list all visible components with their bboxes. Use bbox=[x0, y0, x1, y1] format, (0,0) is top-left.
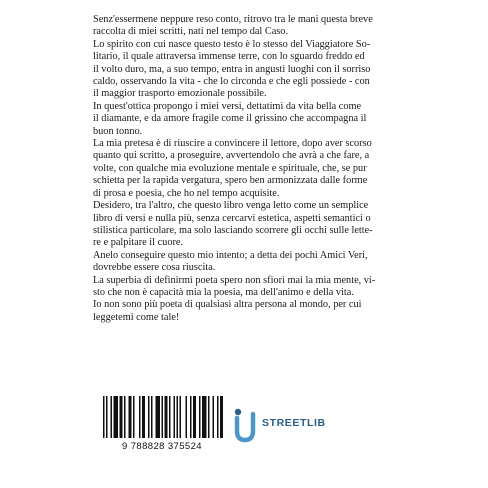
isbn-number: 9 788828 375524 bbox=[122, 441, 202, 452]
text-line: il volto duro, ma, a suo tempo, entra in angusti luoghi con il sorriso bbox=[93, 63, 371, 75]
barcode-bar bbox=[202, 396, 207, 438]
barcode-bar bbox=[142, 396, 145, 438]
text-line: La superbia di definirmi poeta spero non sfiori mai la mia mente, vi- bbox=[93, 274, 376, 286]
barcode-bar bbox=[133, 396, 135, 438]
barcode-bar bbox=[151, 396, 153, 438]
barcode-bar bbox=[220, 396, 223, 438]
text-line: re e palpitare il cuore. bbox=[93, 237, 184, 249]
text-line: litario, il quale attraversa immense terre, con lo sguardo freddo ed bbox=[93, 51, 365, 63]
text-line: il diamante, e da amore fragile come il grissino che accompagna il bbox=[93, 113, 367, 125]
text-line: quanto qui scritto, a proseguire, avvertendolo che avrà a che fare, a bbox=[93, 150, 370, 162]
text-line: Anelo conseguire questo mio intento; a detta dei pochi Amici Veri, bbox=[93, 249, 368, 261]
text-line: di prosa e poesia, che ho nel tempo acquisite. bbox=[93, 187, 280, 199]
text-line: buon tonno. bbox=[93, 125, 143, 137]
barcode-bar bbox=[111, 396, 113, 438]
barcode-bar bbox=[165, 396, 168, 438]
barcode-bar bbox=[156, 396, 161, 438]
barcode-bar bbox=[186, 396, 188, 438]
barcode-bar bbox=[190, 396, 192, 438]
text-line: Senz'essermene neppure reso conto, ritrovo tra le mani questa breve bbox=[93, 14, 373, 25]
barcode-bar bbox=[199, 396, 201, 438]
barcode-bar bbox=[106, 396, 108, 438]
text-line: In quest'ottica propongo i miei versi, dettatimi da vita bella come bbox=[93, 100, 362, 112]
text-line: raccolta di miei scritti, nati nel tempo dal Caso. bbox=[93, 26, 289, 38]
text-line: La mia pretesa è di riuscire a convincere il lettore, dopo aver scorso bbox=[93, 138, 372, 150]
publisher-name: STREETLIB bbox=[262, 417, 326, 429]
text-line: volte, con qualche mia evoluzione mentale e spirituale, che, se pur bbox=[93, 162, 367, 174]
barcode-bar bbox=[180, 396, 182, 438]
text-line: schietta per la rapida vergatura, spero ben armonizzata dalle forme bbox=[93, 175, 368, 187]
barcode-bars bbox=[93, 394, 231, 440]
barcode-bar bbox=[162, 396, 164, 438]
barcode-bar bbox=[148, 396, 150, 438]
isbn-barcode bbox=[93, 394, 231, 452]
text-line: Lo spirito con cui nasce questo testo è lo stesso del Viaggiatore So- bbox=[93, 38, 371, 50]
text-line: dovrebbe essere cosa riuscita. bbox=[93, 262, 216, 274]
text-line: leggetemi come tale! bbox=[93, 311, 180, 323]
barcode-bar bbox=[174, 396, 176, 438]
barcode-bar bbox=[217, 396, 219, 438]
barcode-bar bbox=[193, 396, 196, 438]
barcode-bar bbox=[129, 396, 132, 438]
barcode-bar bbox=[103, 396, 105, 438]
back-cover-text bbox=[93, 14, 395, 324]
text-line: Desidero, tra l'altro, che questo libro venga letto come un semplice bbox=[93, 200, 369, 212]
barcode-bar bbox=[124, 396, 126, 438]
text-line: il maggior trasporto emozionale possibile. bbox=[93, 88, 267, 100]
barcode-bar bbox=[177, 396, 179, 438]
barcode-bar bbox=[213, 396, 215, 438]
streetlib-logo-icon bbox=[232, 407, 258, 443]
barcode-bar bbox=[114, 396, 119, 438]
publisher-logo bbox=[232, 405, 342, 445]
text-line: Io non sono più poeta di qualsiasi altra persona al mondo, per cui bbox=[93, 299, 362, 311]
barcode-bar bbox=[208, 396, 210, 438]
barcode-bar bbox=[139, 396, 141, 438]
text-line: sto che non è capacità mia la poesia, ma dell'animo e della vita. bbox=[93, 286, 354, 298]
text-line: caldo, osservando la vita - che lo circonda e che egli possiede - con bbox=[93, 76, 370, 88]
barcode-bar bbox=[169, 396, 171, 438]
text-line: libro di versi e nulla più, senza cercarvi estetica, aspetti semantici o bbox=[93, 212, 371, 224]
barcode-bar bbox=[120, 396, 123, 438]
text-line: stilistica particolare, ma solo lasciando scorrere gli occhi sulle lette- bbox=[93, 224, 373, 236]
